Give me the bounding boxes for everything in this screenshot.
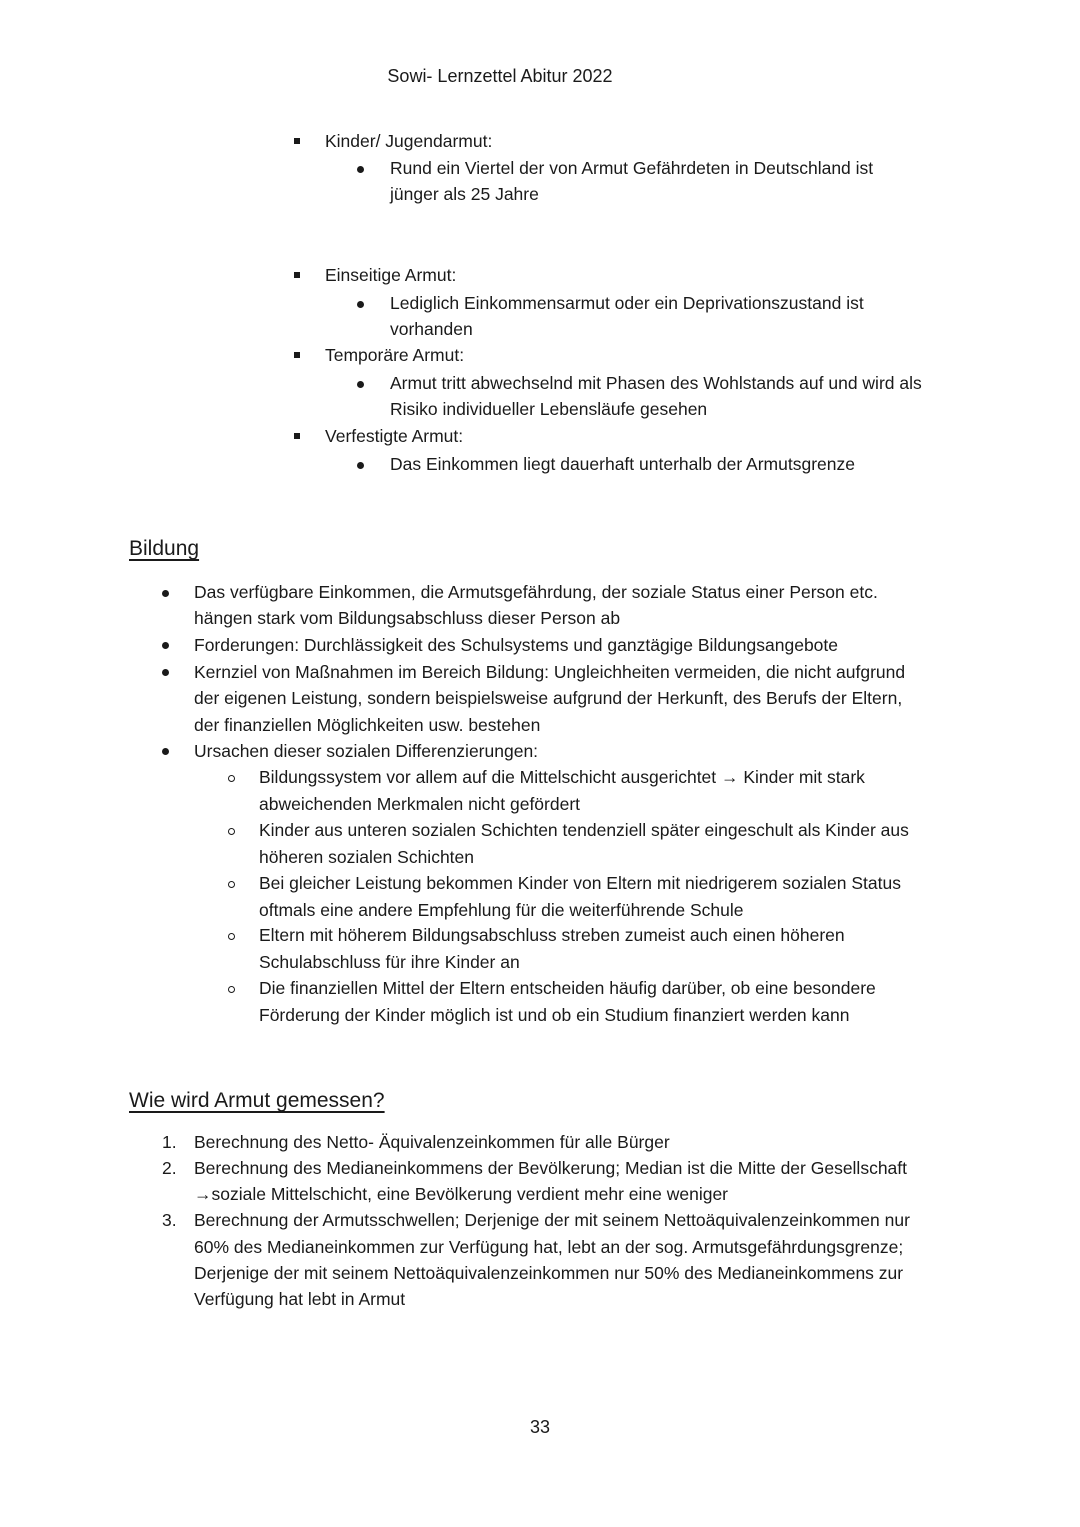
document-header: Sowi- Lernzettel Abitur 2022 <box>387 66 613 86</box>
step-text: Berechnung der Armutsschwellen; Derjenige der mit seinem Nettoäquivalenzeinkommen nur <box>194 1210 910 1230</box>
square-bullet-icon <box>294 433 300 439</box>
cause-item: Schulabschluss für ihre Kinder an <box>259 952 520 972</box>
square-bullet-icon <box>294 272 300 278</box>
circle-bullet-icon <box>228 881 235 888</box>
section-heading-bildung: Bildung <box>129 537 200 560</box>
cause-item: Eltern mit höherem Bildungsabschluss streben zumeist auch einen höheren <box>259 925 845 945</box>
bildung-point: Ursachen dieser sozialen Differenzierungen: <box>194 741 539 761</box>
cause-item: höheren sozialen Schichten <box>259 847 475 867</box>
poverty-type-detail: vorhanden <box>390 319 473 339</box>
poverty-type-detail: Risiko individueller Lebensläufe gesehen <box>390 399 708 419</box>
bullet-icon <box>357 381 364 388</box>
step-number: 3. <box>162 1210 177 1230</box>
step-number: 1. <box>162 1132 177 1152</box>
bildung-point: Forderungen: Durchlässigkeit des Schulsystems und ganztägige Bildungsangebote <box>194 635 839 655</box>
poverty-type-detail: jünger als 25 Jahre <box>390 184 539 204</box>
cause-item: Bildungssystem vor allem auf die Mittelschicht ausgerichtet → Kinder mit stark <box>259 767 865 787</box>
bullet-icon <box>357 462 364 469</box>
bildung-point: der eigenen Leistung, sondern beispielsweise aufgrund der Herkunft, des Berufs der Eltern, <box>194 688 903 708</box>
step-text: 60% des Medianeinkommen zur Verfügung hat, lebt an der sog. Armutsgefährdungsgrenze; <box>194 1237 904 1257</box>
bullet-icon <box>357 301 364 308</box>
bullet-icon <box>162 748 169 755</box>
poverty-type-label: Verfestigte Armut: <box>325 426 464 446</box>
section-heading-measurement: Wie wird Armut gemessen? <box>129 1089 385 1112</box>
poverty-type-detail: Rund ein Viertel der von Armut Gefährdeten in Deutschland ist <box>390 158 874 178</box>
page-number: 33 <box>529 1417 551 1437</box>
bullet-icon <box>357 166 364 173</box>
bildung-point: Kernziel von Maßnahmen im Bereich Bildung: Ungleichheiten vermeiden, die nicht aufgrund <box>194 662 906 682</box>
circle-bullet-icon <box>228 986 235 993</box>
poverty-type-detail: Armut tritt abwechselnd mit Phasen des Wohlstands auf und wird als <box>390 373 922 393</box>
step-text: Verfügung hat lebt in Armut <box>194 1289 406 1309</box>
cause-item: abweichenden Merkmalen nicht gefördert <box>259 794 581 814</box>
cause-item: oftmals eine andere Empfehlung für die weiterführende Schule <box>259 900 744 920</box>
circle-bullet-icon <box>228 828 235 835</box>
poverty-type-detail: Das Einkommen liegt dauerhaft unterhalb der Armutsgrenze <box>390 454 855 474</box>
square-bullet-icon <box>294 352 300 358</box>
bildung-point: der finanziellen Möglichkeiten usw. bestehen <box>194 715 541 735</box>
cause-item: Förderung der Kinder möglich ist und ob ein Studium finanziert werden kann <box>259 1005 850 1025</box>
step-number: 2. <box>162 1158 177 1178</box>
bildung-point: Das verfügbare Einkommen, die Armutsgefährdung, der soziale Status einer Person etc. <box>194 582 878 602</box>
step-text: Berechnung des Netto- Äquivalenzeinkommen für alle Bürger <box>194 1132 670 1152</box>
bildung-point: hängen stark vom Bildungsabschluss dieser Person ab <box>194 608 621 628</box>
poverty-type-label: Einseitige Armut: <box>325 265 457 285</box>
step-text: Berechnung des Medianeinkommens der Bevölkerung; Median ist die Mitte der Gesellschaft <box>194 1158 908 1178</box>
step-text: Derjenige der mit seinem Nettoäquivalenzeinkommen nur 50% des Medianeinkommens zur <box>194 1263 904 1283</box>
cause-item: Kinder aus unteren sozialen Schichten tendenziell später eingeschult als Kinder aus <box>259 820 909 840</box>
bullet-icon <box>162 590 169 597</box>
circle-bullet-icon <box>228 775 235 782</box>
cause-item: Die finanziellen Mittel der Eltern entscheiden häufig darüber, ob eine besondere <box>259 978 876 998</box>
poverty-type-detail: Lediglich Einkommensarmut oder ein Deprivationszustand ist <box>390 293 864 313</box>
bullet-icon <box>162 642 169 649</box>
poverty-type-label: Temporäre Armut: <box>325 345 465 365</box>
bullet-icon <box>162 669 169 676</box>
poverty-type-label: Kinder/ Jugendarmut: <box>325 131 493 151</box>
square-bullet-icon <box>294 138 300 144</box>
step-text: →soziale Mittelschicht, eine Bevölkerung verdient mehr eine weniger <box>194 1184 729 1204</box>
cause-item: Bei gleicher Leistung bekommen Kinder von Eltern mit niedrigerem sozialen Status <box>259 873 901 893</box>
circle-bullet-icon <box>228 933 235 940</box>
